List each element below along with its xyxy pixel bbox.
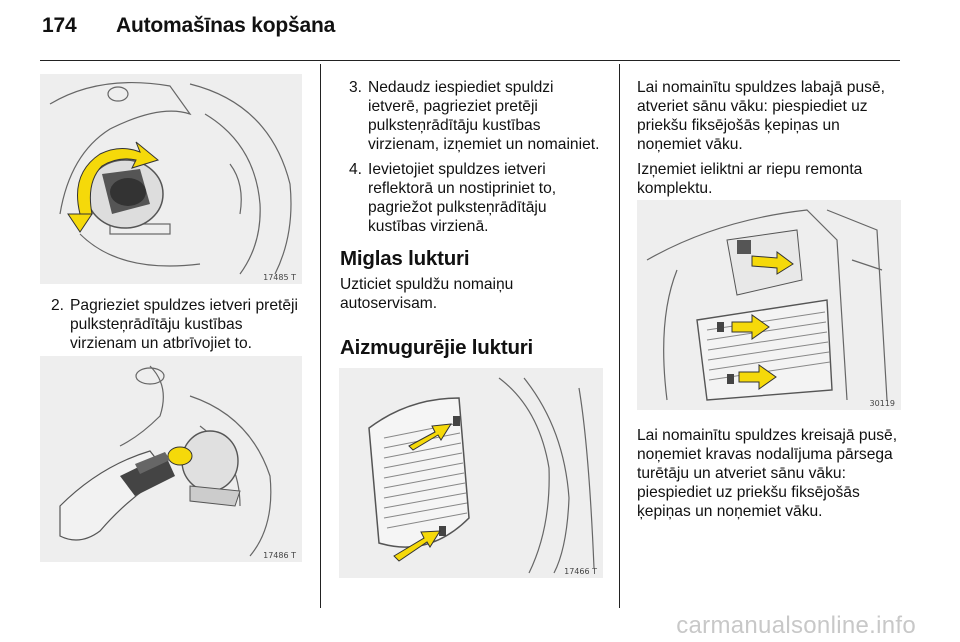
figure-code: 30119 (869, 399, 895, 408)
right-column-text-top (637, 78, 907, 198)
figure-headlamp-bulb-holder (40, 74, 302, 284)
figure-code: 17486 T (263, 551, 296, 560)
step-text: Nedaudz iespiediet spuldzi ietverē, pagrieziet pretēji pulksteņrādītāju kustības virzienam, izņemiet un nomainiet. (368, 79, 600, 153)
step-3 (338, 78, 608, 154)
section-fog-lamps (340, 247, 610, 313)
section-heading: Miglas lukturi (340, 247, 470, 270)
step-number: 3. (348, 79, 362, 96)
column-divider-left (320, 64, 321, 608)
figure-trunk-side-panel (637, 200, 901, 410)
watermark: carmanualsonline.info (676, 612, 916, 639)
chapter-title: Automašīnas kopšana (116, 14, 336, 37)
section-heading: Aizmugurējie lukturi (340, 336, 534, 359)
section-text: Uzticiet spuldžu nomaiņu autoservisam. (340, 276, 514, 312)
section-rear-lamps (340, 336, 620, 360)
page-number: 174 (42, 14, 77, 37)
paragraph-insert: Izņemiet ieliktni ar riepu remonta komplektu. (637, 161, 863, 197)
page-header (42, 14, 335, 38)
paragraph-right-side: Lai nomainītu spuldzes labajā pusē, atveriet sānu vāku: piespiediet uz priekšu fiksējošās ķepiņas un noņemiet vāku. (637, 79, 885, 153)
header-rule (40, 60, 900, 61)
step-2 (40, 296, 308, 353)
step-text: Pagrieziet spuldzes ietveri pretēji pulksteņrādītāju kustības virzienam un atbrīvojiet to. (70, 297, 298, 352)
bulb-removal-illustration (40, 356, 302, 562)
paragraph-left-side: Lai nomainītu spuldzes kreisajā pusē, noņemiet kravas nodalījuma pārsega turētāju un atveriet sānu vāku: piespiediet uz priekšu fiksējošās ķepiņas un noņemiet vāku. (637, 427, 898, 520)
step-number: 4. (348, 161, 362, 178)
right-column-text-bottom (637, 426, 912, 521)
figure-code: 17485 T (263, 273, 296, 282)
headlamp-illustration (40, 74, 302, 284)
figure-rear-side-cover (339, 368, 603, 578)
figure-code: 17466 T (564, 567, 597, 576)
figure-bulb-holder-removal (40, 356, 302, 562)
step-4 (338, 160, 608, 236)
rear-cover-illustration (339, 368, 603, 578)
step-text: Ievietojiet spuldzes ietveri reflektorā un nostipriniet to, pagriežot pulksteņrādītāju kustības virzienā. (368, 161, 557, 235)
trunk-panel-illustration (637, 200, 901, 410)
step-number: 2. (50, 297, 64, 314)
steps-3-4 (338, 78, 608, 236)
